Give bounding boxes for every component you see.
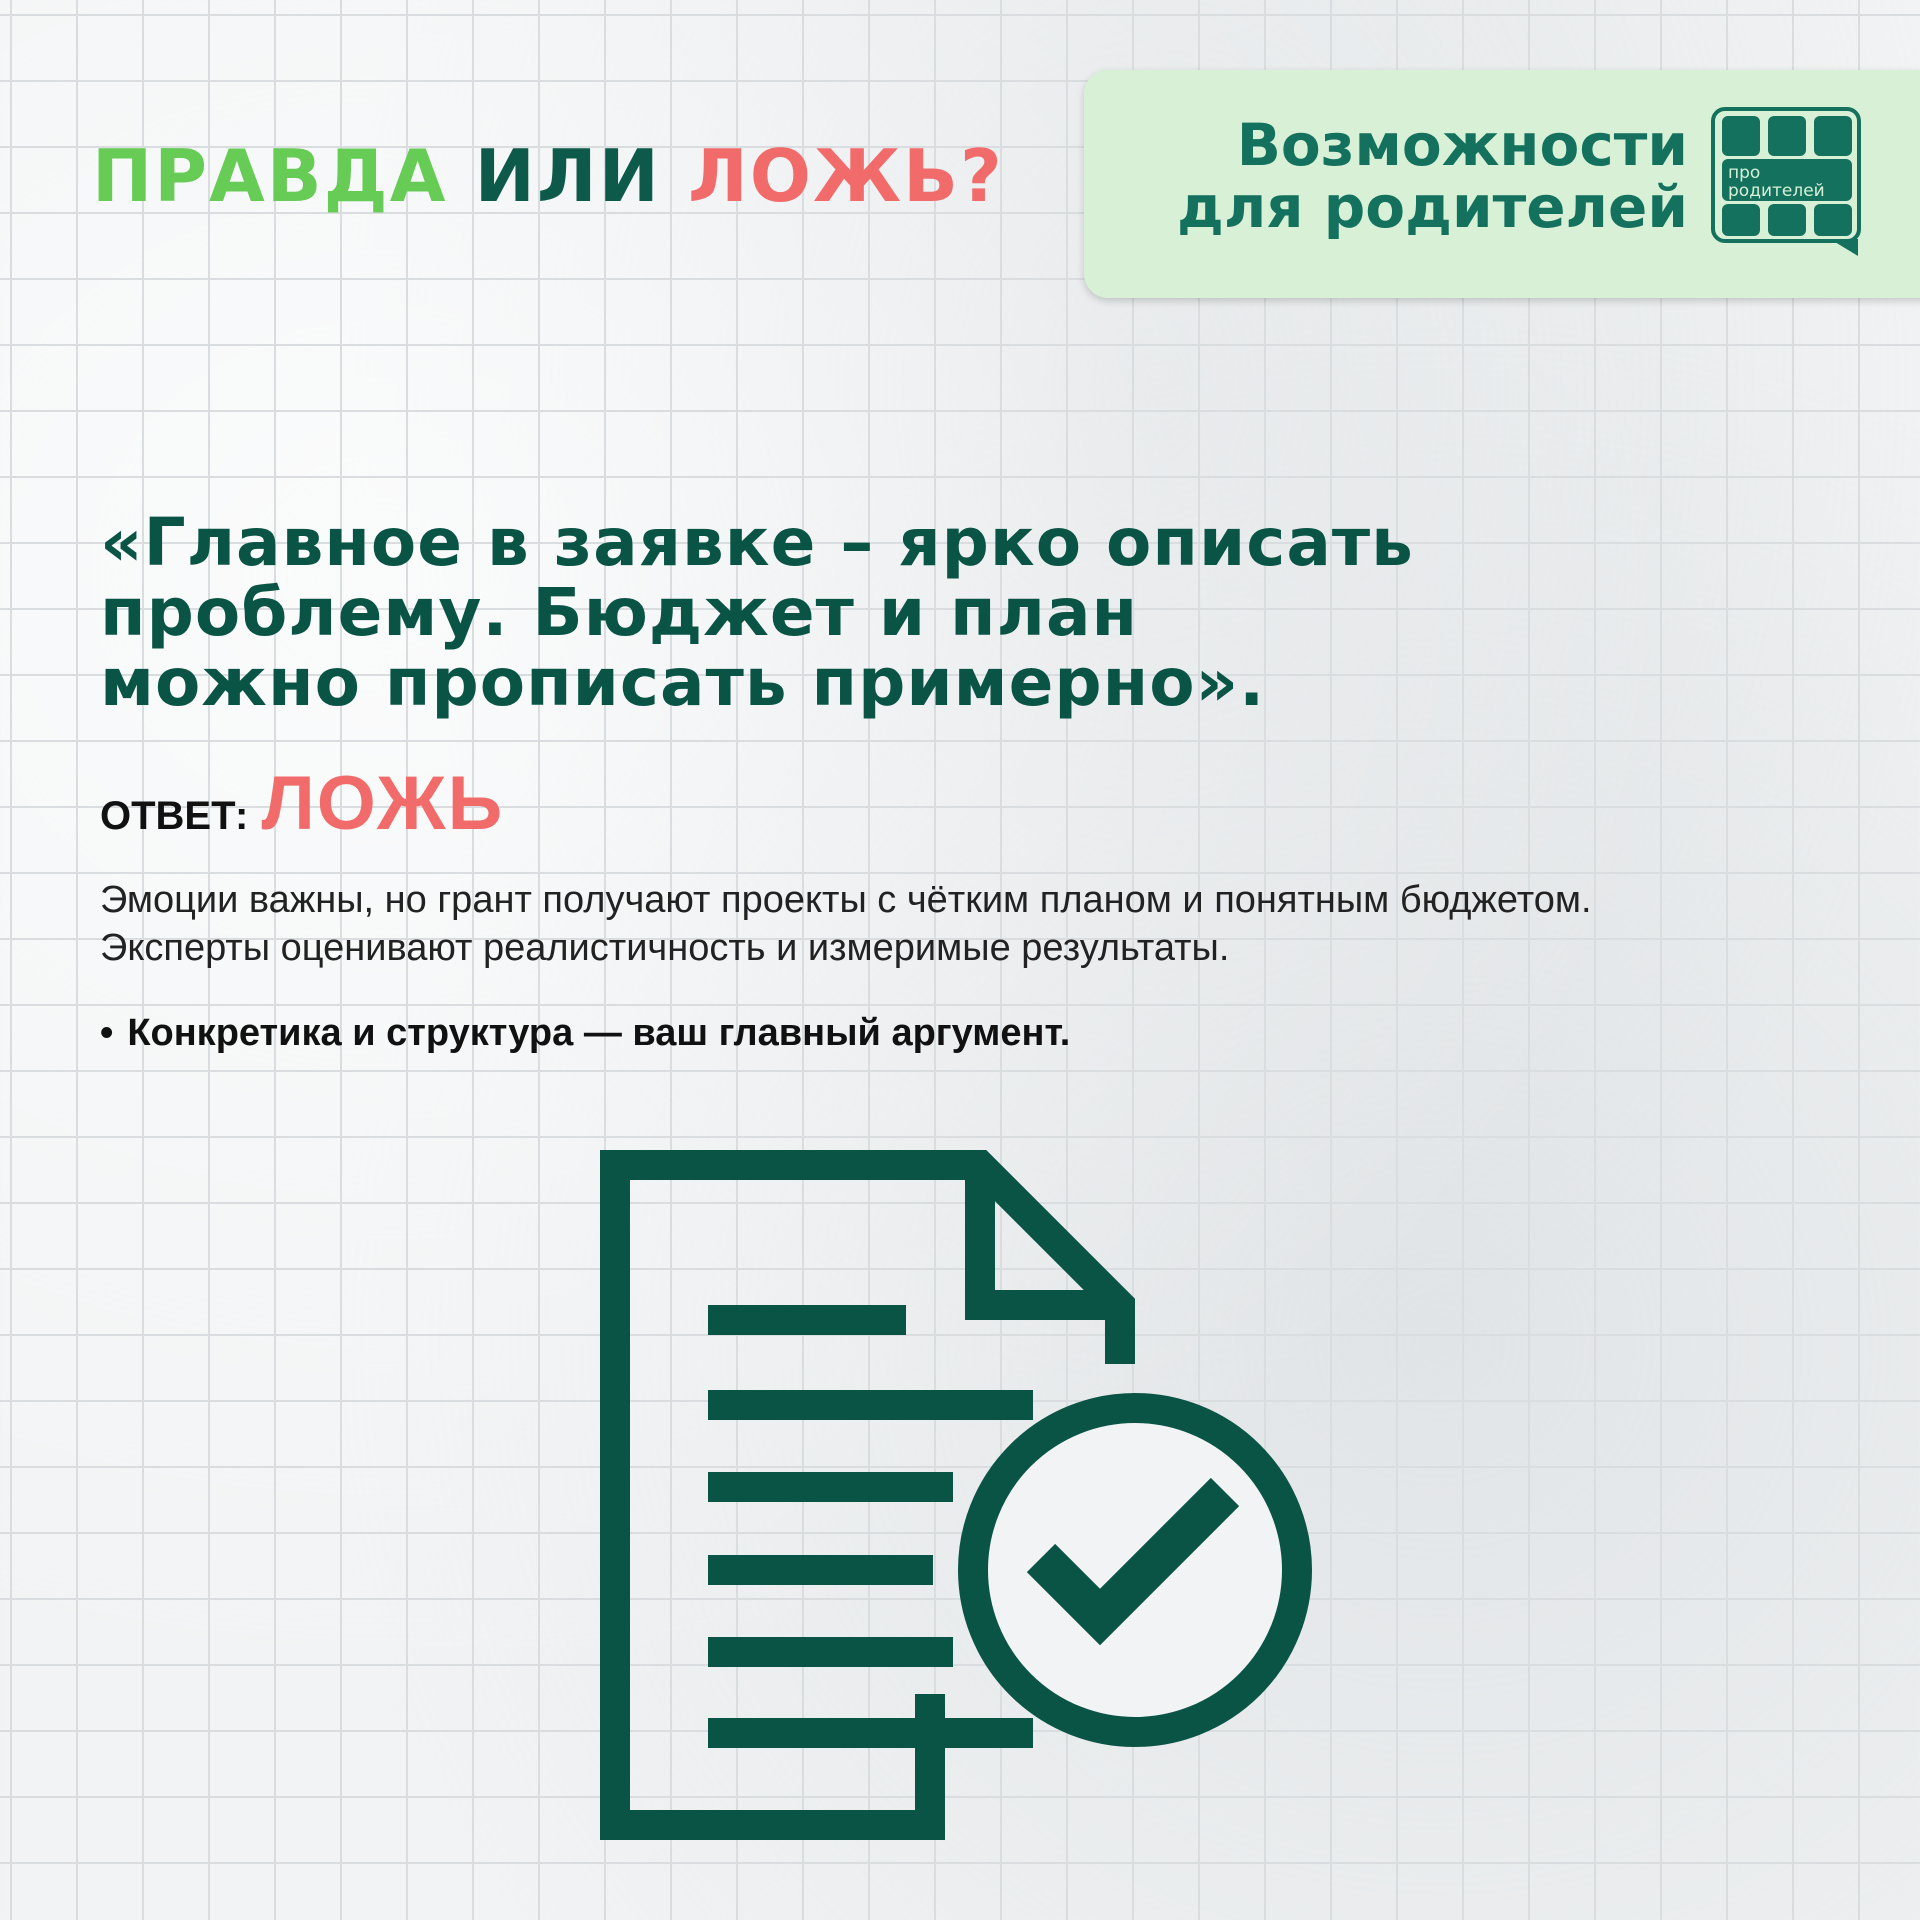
answer-label: ОТВЕТ: xyxy=(100,794,249,838)
explanation xyxy=(100,876,1900,972)
answer xyxy=(100,760,504,847)
quote-line1: «Главное в заявке – ярко описать xyxy=(100,504,1414,581)
explanation-line1: Эмоции важны, но грант получают проекты с чётким планом и понятным бюджетом. xyxy=(100,879,1592,921)
headline xyxy=(92,134,1004,218)
bullet-item xyxy=(100,1012,1070,1055)
document-checkmark-icon xyxy=(600,1150,1320,1850)
answer-value: ЛОЖЬ xyxy=(261,761,505,846)
logo-text-line1: про xyxy=(1728,163,1761,183)
bullet-marker: • xyxy=(100,1012,114,1054)
quote-line3: можно прописать примерно». xyxy=(100,644,1266,721)
brand-panel xyxy=(1084,70,1920,298)
brand-title-line2: для родителей xyxy=(1176,173,1688,241)
headline-word-true: ПРАВДА xyxy=(92,134,448,218)
speech-bubble-grid-logo-icon xyxy=(1710,106,1866,256)
quote xyxy=(100,504,1660,721)
logo-text-line2: родителей xyxy=(1728,181,1825,201)
quote-line2: проблему. Бюджет и план xyxy=(100,574,1139,651)
brand-title xyxy=(1176,111,1688,241)
explanation-line2: Эксперты оценивают реалистичность и измеримые результаты. xyxy=(100,927,1230,969)
headline-word-or: ИЛИ xyxy=(474,134,661,218)
brand-title-line1: Возможности xyxy=(1236,111,1688,179)
bullet-text: Конкретика и структура — ваш главный аргумент. xyxy=(127,1012,1071,1054)
headline-word-false: ЛОЖЬ? xyxy=(687,134,1004,218)
